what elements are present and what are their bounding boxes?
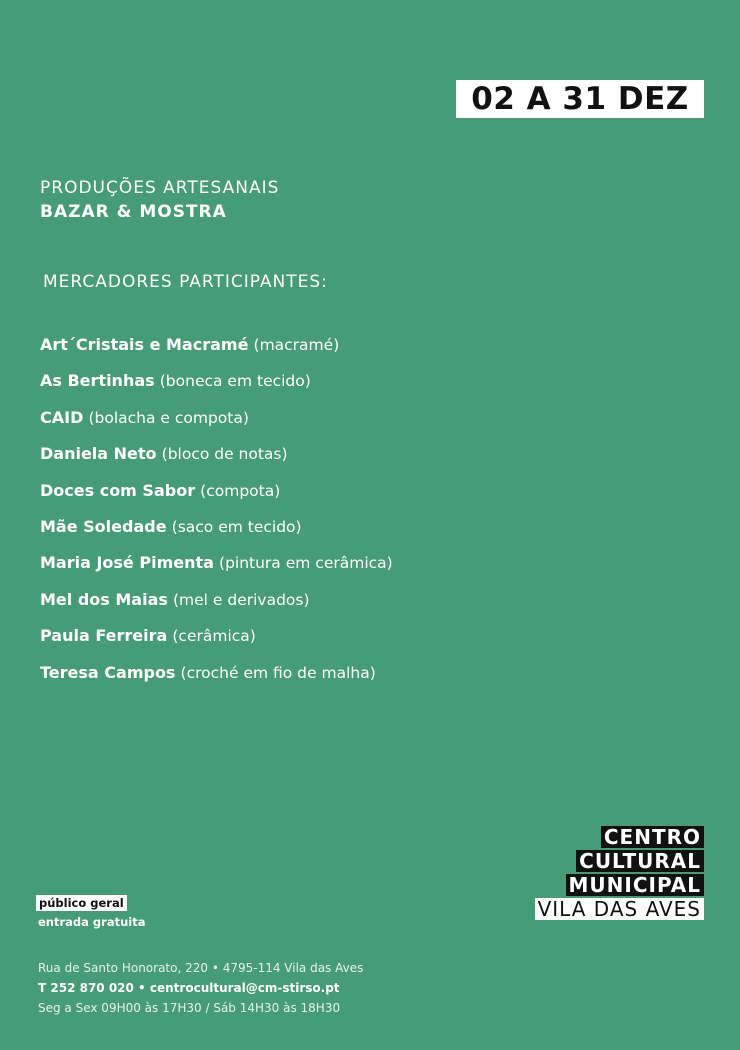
vendor-list [40, 327, 393, 691]
vendor-product: (bolacha e compota) [88, 408, 249, 427]
event-title [40, 176, 279, 224]
vendor-product: (boneca em tecido) [159, 372, 311, 391]
audience-info [36, 892, 145, 929]
vendor-item [40, 545, 393, 581]
vendor-product: (compota) [200, 481, 281, 500]
entry-info: entrada gratuita [38, 915, 146, 929]
vendor-item [40, 618, 393, 654]
logo-line-vila-das-aves: VILA DAS AVES [535, 898, 704, 920]
vendor-product: (croché em fio de malha) [180, 663, 376, 682]
vendor-product: (macramé) [253, 336, 340, 354]
vendor-item [40, 436, 393, 472]
vendor-item [40, 473, 393, 509]
vendor-name: Doces com Sabor [40, 480, 196, 500]
audience-badge: público geral [36, 895, 127, 911]
vendor-name: Mãe Soledade [40, 517, 167, 537]
date-range-badge: 02 A 31 DEZ [456, 80, 704, 118]
vendor-item [40, 509, 393, 545]
footer-address: Rua de Santo Honorato, 220 • 4795-114 Vila das Aves [38, 961, 364, 975]
footer-phone-email: T 252 870 020 • centrocultural@cm-stirso.pt [38, 981, 340, 995]
vendor-name: Mel dos Maias [40, 589, 168, 609]
vendor-product: (mel e derivados) [172, 590, 310, 609]
footer-contact [38, 958, 363, 1018]
centro-cultural-logo [535, 826, 704, 922]
vendor-item [40, 582, 393, 618]
logo-line-municipal: MUNICIPAL [566, 874, 705, 896]
logo-line-centro: CENTRO [601, 826, 704, 848]
vendor-name: Daniela Neto [40, 444, 157, 464]
vendor-product: (bloco de notas) [161, 445, 288, 464]
event-title-line2: BAZAR & MOSTRA [40, 202, 227, 222]
footer-hours: Seg a Sex 09H00 às 17H30 / Sáb 14H30 às 18H30 [38, 1001, 341, 1015]
vendor-product: (saco em tecido) [171, 518, 302, 537]
event-title-line1: PRODUÇÕES ARTESANAIS [40, 178, 280, 198]
vendor-item [40, 400, 393, 436]
vendor-name: Teresa Campos [40, 662, 176, 682]
vendor-name: As Bertinhas [40, 371, 155, 391]
vendor-item [40, 327, 393, 363]
vendor-name: CAID [40, 407, 84, 427]
vendor-product: (pintura em cerâmica) [219, 554, 393, 573]
vendor-product: (cerâmica) [172, 627, 256, 646]
vendor-item [40, 363, 393, 399]
logo-line-cultural: CULTURAL [576, 850, 704, 872]
vendor-name: Maria José Pimenta [40, 553, 214, 573]
vendor-item [40, 655, 393, 691]
vendors-heading: MERCADORES PARTICIPANTES: [43, 272, 328, 292]
vendor-name: Art´Cristais e Macramé [40, 335, 249, 354]
vendor-name: Paula Ferreira [40, 626, 168, 646]
